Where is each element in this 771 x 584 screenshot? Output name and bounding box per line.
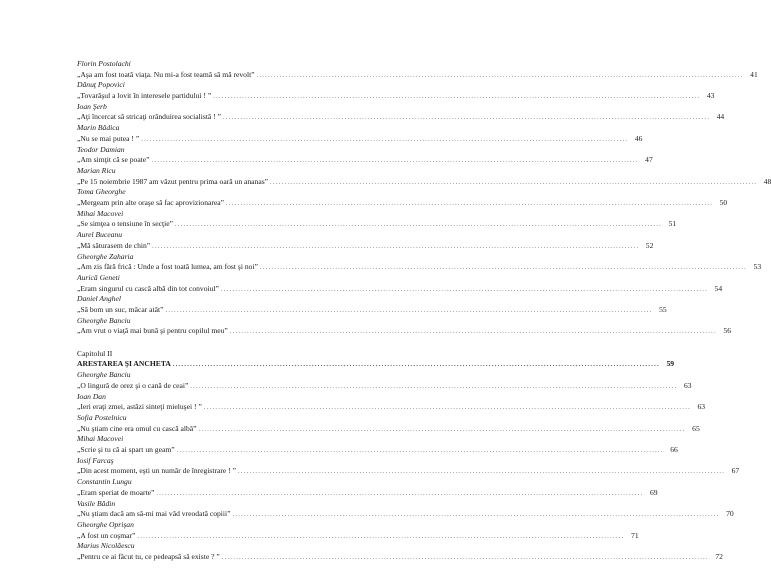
- toc-line: [77, 176, 771, 188]
- page-number: 63: [697, 402, 706, 412]
- toc-entry: [77, 541, 723, 562]
- page-number: 43: [706, 90, 715, 100]
- page-number: 66: [670, 445, 678, 455]
- chapter-title: ARESTAREA ŞI ANCHETA: [77, 359, 171, 369]
- toc-entry: [77, 251, 762, 273]
- toc-title: „Ieri eraţi zmei, astăzi sinteţi mieluşei ! ”: [77, 402, 202, 412]
- page-number: 46: [634, 133, 643, 143]
- toc-title: „Tovarăşul a lovit în interesele partidului ! ”: [77, 90, 212, 100]
- toc-author: Vasile Bădin: [77, 498, 116, 508]
- toc-entry: [77, 230, 654, 251]
- toc-title: „Eram singurul cu cască albă din tot convoiul”: [77, 283, 219, 293]
- toc-title: „Aţi încercat să stricaţi orânduirea socialistă ! ”: [77, 112, 222, 122]
- toc-line: [77, 326, 731, 337]
- dot-leader: [177, 446, 664, 457]
- toc-line: [77, 262, 762, 273]
- dot-leader: [152, 242, 639, 253]
- page-number: 71: [631, 530, 639, 540]
- toc-line: [77, 423, 700, 435]
- toc-entry: [77, 455, 740, 477]
- toc-entry: [77, 498, 734, 520]
- toc-author: Marian Ricu: [77, 165, 116, 175]
- toc-line: [77, 466, 740, 477]
- dot-leader: [233, 510, 720, 521]
- toc-author: Sofia Postelnicu: [77, 413, 127, 423]
- dot-leader: [152, 156, 639, 167]
- toc-line: [77, 509, 734, 520]
- toc-title: „A fost un coşmar”: [77, 530, 136, 540]
- toc-line: [77, 197, 728, 209]
- page-number: 67: [731, 466, 740, 476]
- page-number: 56: [723, 326, 731, 336]
- toc-title: „Aşa am fost toată viaţa. Nu mi-a fost teamă să mă revolt”: [77, 69, 255, 79]
- dot-leader: [199, 425, 686, 436]
- dot-leader: [230, 327, 717, 338]
- toc-line: [77, 530, 639, 542]
- page-number: 52: [645, 240, 654, 250]
- dot-leader: [222, 553, 709, 564]
- toc-line: [77, 155, 653, 166]
- page-number: 44: [716, 112, 725, 122]
- toc-author: Aurică Geneti: [77, 272, 120, 282]
- toc-entry: [77, 477, 658, 498]
- toc-line: [77, 90, 715, 102]
- toc-entry: [77, 413, 700, 434]
- dot-leader: [213, 92, 700, 103]
- toc-title: „Nu ştiam dacă am să-mi mai văd vreodată copiii”: [77, 509, 231, 519]
- toc-entry: [77, 101, 725, 123]
- toc-author: Teodor Damian: [77, 144, 125, 154]
- toc-title: „Nu ştiam cine era omul cu cască albă”: [77, 423, 197, 433]
- toc-author: Daniel Anghel: [77, 294, 121, 304]
- toc-author: Ioan Dan: [77, 391, 106, 401]
- toc-line: [77, 402, 706, 413]
- dot-leader: [257, 71, 744, 82]
- toc-entry: [77, 123, 643, 144]
- toc-line: [77, 240, 654, 252]
- toc-entry: [77, 208, 677, 230]
- toc-entry: [77, 520, 639, 541]
- toc-line: [77, 304, 667, 316]
- page-number: 70: [726, 509, 734, 519]
- page-number: 51: [668, 219, 677, 229]
- toc-line: [77, 133, 643, 145]
- toc-line: [77, 487, 658, 499]
- toc-entry: [77, 315, 731, 337]
- dot-leader: [173, 360, 660, 371]
- page-number: 50: [719, 197, 728, 207]
- dot-leader: [141, 135, 628, 146]
- page-number: 72: [715, 551, 723, 561]
- toc-author: Gheorghe Banciu: [77, 370, 131, 380]
- page-number: 47: [645, 155, 653, 165]
- toc-author: Gheorghe Banciu: [77, 315, 131, 325]
- toc-title: „Scrie şi tu că ai spart un geam”: [77, 445, 175, 455]
- dot-leader: [238, 467, 725, 478]
- dot-leader: [165, 306, 652, 317]
- toc-title: „Am simţit că se poate”: [77, 155, 150, 165]
- toc-entry: [77, 294, 667, 315]
- dot-leader: [190, 382, 677, 393]
- toc-entry: [77, 187, 728, 208]
- toc-author: Florin Postolachi: [77, 59, 131, 68]
- toc-title: „Mergeam prin alte oraşe să fac aprovizionarea”: [77, 197, 225, 207]
- page-number: 65: [692, 423, 700, 433]
- toc-line: [77, 551, 723, 563]
- dot-leader: [204, 403, 691, 414]
- page-number: 63: [683, 380, 692, 390]
- toc-author: Ioan Şerb: [77, 101, 107, 111]
- dot-leader: [226, 199, 713, 210]
- dot-leader: [175, 220, 662, 231]
- toc-title: „Să bom un suc, măcar atât”: [77, 304, 164, 314]
- toc-title: „Mă săturasem de chin”: [77, 240, 151, 250]
- chapter-label: Capitolul II: [77, 349, 113, 359]
- page-number: 55: [659, 304, 667, 314]
- toc-line: [77, 219, 677, 230]
- toc-line: [77, 112, 725, 123]
- toc-entry: [77, 370, 692, 391]
- toc-line: [77, 69, 758, 81]
- toc-author: Marin Bădica: [77, 123, 120, 133]
- toc-line: [77, 445, 678, 456]
- toc-line: [77, 380, 692, 392]
- toc-title: „Am vrut o viaţă mai bună şi pentru copilul meu”: [77, 326, 228, 336]
- table-of-contents: [77, 59, 771, 563]
- toc-title: „Se simţea o tensiune în secţie”: [77, 219, 173, 229]
- toc-entry: [77, 434, 678, 455]
- dot-leader: [156, 489, 643, 500]
- page-number: 54: [714, 283, 723, 293]
- toc-author: Gheorghe Zaharia: [77, 251, 134, 261]
- toc-entry: [77, 80, 715, 101]
- dot-leader: [270, 178, 757, 189]
- toc-author: Iosif Farcaş: [77, 455, 114, 465]
- toc-title: „Eram speriat de moarte”: [77, 487, 155, 497]
- toc-entry: [77, 272, 723, 294]
- page-number: 41: [750, 69, 758, 79]
- toc-entry: [77, 59, 758, 80]
- toc-title: „Pe 15 noiembrie 1987 am văzut pentru prima oară un ananas”: [77, 176, 269, 186]
- page-number: 59: [666, 359, 675, 369]
- toc-line: [77, 283, 723, 295]
- toc-entry: [77, 391, 706, 413]
- toc-title: „Din acest moment, eşti un număr de înregistrare ! ”: [77, 466, 236, 476]
- chapter-heading: [77, 359, 675, 370]
- toc-entry: [77, 165, 771, 187]
- toc-title: „Pentru ce ai făcut tu, ce pedeapsă să existe ? ”: [77, 551, 220, 561]
- toc-author: Marius Nicolăescu: [77, 541, 135, 551]
- dot-leader: [137, 532, 624, 543]
- dot-leader: [221, 285, 708, 296]
- toc-author: Gheorghe Oprişan: [77, 520, 134, 529]
- toc-title: „Nu se mai putea ! ”: [77, 133, 140, 143]
- toc-entry: [77, 144, 653, 166]
- toc-author: Mihai Macovei: [77, 208, 124, 218]
- dot-leader: [260, 263, 747, 274]
- dot-leader: [223, 113, 710, 124]
- toc-author: Constantin Lungu: [77, 477, 132, 487]
- toc-title: „O lingură de orez şi o cană de ceai”: [77, 380, 189, 390]
- page-number: 69: [649, 487, 658, 497]
- page-number: 53: [753, 262, 762, 272]
- page-number: 48: [763, 176, 771, 186]
- toc-author: Mihai Macovei: [77, 434, 124, 444]
- toc-author: Toma Gheorghe: [77, 187, 126, 197]
- toc-author: Dănuţ Popovici: [77, 80, 125, 90]
- toc-title: „Am zis fără frică : Unde a fost toată lumea, am fost şi noi”: [77, 262, 258, 272]
- toc-author: Aurel Buceanu: [77, 230, 123, 240]
